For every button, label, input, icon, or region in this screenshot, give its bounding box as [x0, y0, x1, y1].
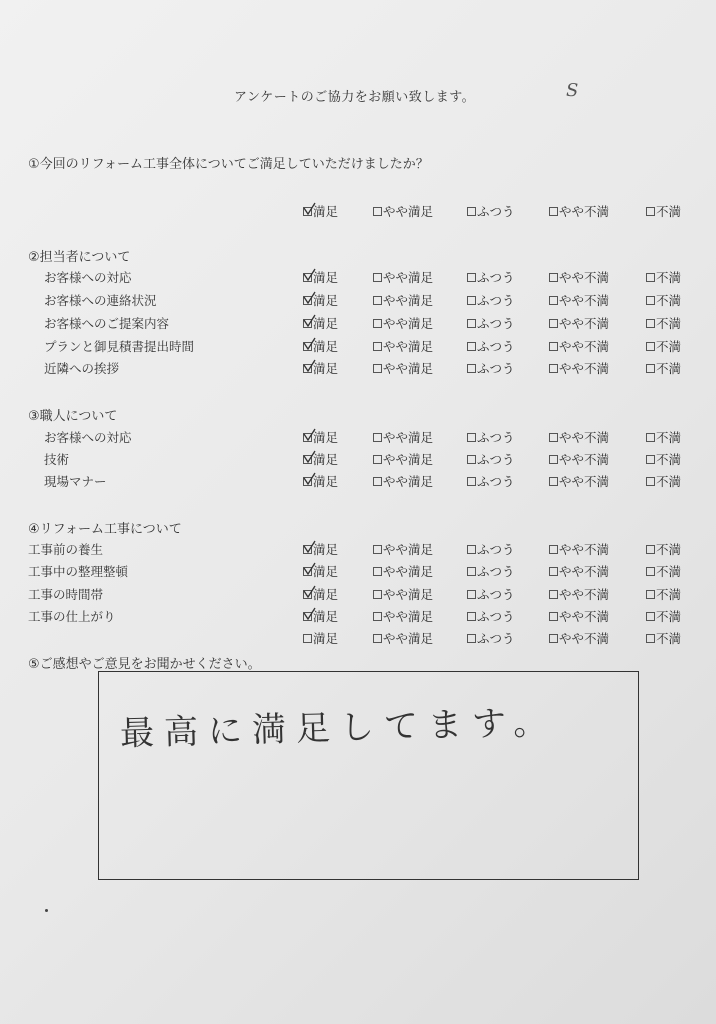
option-label: やや不満 [559, 587, 610, 602]
option-label: やや満足 [383, 293, 434, 308]
rating-option[interactable] [549, 472, 609, 490]
checkbox[interactable] [373, 433, 382, 442]
checkbox[interactable] [303, 273, 312, 282]
rating-option[interactable] [467, 428, 515, 446]
checkbox[interactable] [467, 634, 476, 643]
option-label: やや不満 [559, 631, 610, 646]
checkbox[interactable] [549, 296, 558, 305]
rating-option[interactable] [646, 562, 681, 580]
checkmark-icon [303, 429, 317, 443]
rating-option[interactable] [549, 202, 609, 220]
checkbox[interactable] [373, 590, 382, 599]
checkbox[interactable] [373, 567, 382, 576]
rating-option[interactable] [373, 540, 433, 558]
row-label: お客様への連絡状況 [44, 293, 157, 308]
option-label: 不満 [656, 339, 682, 354]
checkbox[interactable] [303, 567, 312, 576]
rating-option[interactable] [646, 585, 681, 603]
option-label: ふつう [477, 293, 515, 308]
checkbox[interactable] [646, 545, 655, 554]
checkbox[interactable] [646, 590, 655, 599]
pen-dot [45, 909, 48, 912]
option-label: やや満足 [383, 542, 434, 557]
rating-option[interactable] [303, 314, 338, 332]
option-label: 不満 [656, 270, 682, 285]
checkbox[interactable] [303, 433, 312, 442]
checkbox[interactable] [373, 296, 382, 305]
row-label: 工事の時間帯 [28, 587, 104, 602]
option-label: 満足 [313, 270, 339, 285]
option-label: ふつう [477, 587, 515, 602]
rating-row [0, 337, 716, 357]
rating-row [0, 202, 716, 222]
option-label: やや満足 [383, 270, 434, 285]
option-label: ふつう [477, 339, 515, 354]
checkbox[interactable] [549, 477, 558, 486]
handwritten-comment: 最高に満足してます。 [119, 702, 558, 754]
rating-option[interactable] [467, 540, 515, 558]
rating-option[interactable] [549, 629, 609, 647]
rating-row [0, 629, 716, 649]
checkbox[interactable] [549, 342, 558, 351]
checkbox[interactable] [467, 207, 476, 216]
option-label: やや満足 [383, 430, 434, 445]
rating-option[interactable] [549, 450, 609, 468]
checkbox[interactable] [549, 545, 558, 554]
rating-option[interactable] [373, 450, 433, 468]
corner-mark: S [566, 80, 579, 101]
checkmark-icon [303, 541, 317, 555]
checkbox[interactable] [303, 319, 312, 328]
checkbox[interactable] [549, 207, 558, 216]
option-label: やや満足 [383, 609, 434, 624]
rating-option[interactable] [646, 607, 681, 625]
rating-option[interactable] [303, 585, 338, 603]
checkbox[interactable] [373, 545, 382, 554]
checkbox[interactable] [549, 364, 558, 373]
checkbox[interactable] [646, 296, 655, 305]
option-label: 満足 [313, 609, 339, 624]
option-label: 満足 [313, 542, 339, 557]
checkbox[interactable] [303, 296, 312, 305]
rating-option[interactable] [467, 268, 515, 286]
option-label: やや不満 [559, 293, 610, 308]
rating-option[interactable] [467, 291, 515, 309]
rating-option[interactable] [646, 337, 681, 355]
option-label: ふつう [477, 316, 515, 331]
row-label: お客様へのご提案内容 [44, 316, 170, 331]
rating-option[interactable] [549, 540, 609, 558]
option-label: やや満足 [383, 316, 434, 331]
rating-option[interactable] [303, 359, 338, 377]
rating-option[interactable] [467, 337, 515, 355]
checkmark-icon [303, 473, 317, 487]
rating-option[interactable] [373, 359, 433, 377]
rating-option[interactable] [467, 629, 515, 647]
row-label: お客様への対応 [44, 270, 132, 285]
rating-option[interactable] [373, 428, 433, 446]
checkbox[interactable] [467, 273, 476, 282]
option-label: 満足 [313, 316, 339, 331]
checkbox[interactable] [646, 567, 655, 576]
option-label: やや満足 [383, 587, 434, 602]
option-label: 満足 [313, 430, 339, 445]
rating-option[interactable] [646, 291, 681, 309]
rating-option[interactable] [549, 337, 609, 355]
option-label: やや満足 [383, 564, 434, 579]
checkbox[interactable] [646, 364, 655, 373]
q1-heading: ①今回のリフォーム工事全体についてご満足していただけましたか？ [28, 157, 429, 172]
rating-option[interactable] [467, 359, 515, 377]
survey-title: アンケートのご協力をお願い致します。 [234, 90, 476, 105]
checkmark-icon [303, 586, 317, 600]
rating-option[interactable] [373, 585, 433, 603]
checkbox[interactable] [467, 433, 476, 442]
option-label: やや不満 [559, 430, 610, 445]
checkmark-icon [303, 315, 317, 329]
rating-option[interactable] [303, 629, 338, 647]
checkbox[interactable] [646, 433, 655, 442]
rating-option[interactable] [646, 450, 681, 468]
rating-option[interactable] [646, 629, 681, 647]
checkmark-icon [303, 360, 317, 374]
option-label: 不満 [656, 452, 682, 467]
rating-option[interactable] [467, 607, 515, 625]
rating-option[interactable] [373, 472, 433, 490]
option-label: やや満足 [383, 361, 434, 376]
option-label: ふつう [477, 609, 515, 624]
option-label: やや不満 [559, 542, 610, 557]
rating-option[interactable] [549, 607, 609, 625]
rating-option[interactable] [646, 268, 681, 286]
option-label: 不満 [656, 474, 682, 489]
option-label: 不満 [656, 204, 682, 219]
checkbox[interactable] [646, 455, 655, 464]
checkbox[interactable] [549, 567, 558, 576]
q3-heading: ③職人について [28, 409, 118, 424]
checkbox[interactable] [646, 207, 655, 216]
checkbox[interactable] [467, 477, 476, 486]
rating-option[interactable] [373, 202, 433, 220]
checkbox[interactable] [467, 319, 476, 328]
rating-option[interactable] [303, 428, 338, 446]
checkbox[interactable] [373, 207, 382, 216]
checkbox[interactable] [646, 634, 655, 643]
checkbox[interactable] [549, 455, 558, 464]
checkbox[interactable] [646, 612, 655, 621]
checkbox[interactable] [467, 364, 476, 373]
rating-option[interactable] [303, 607, 338, 625]
checkbox[interactable] [303, 207, 312, 216]
checkbox[interactable] [373, 273, 382, 282]
checkbox[interactable] [646, 342, 655, 351]
checkbox[interactable] [303, 590, 312, 599]
rating-option[interactable] [373, 314, 433, 332]
q4-heading: ④リフォーム工事について [28, 522, 182, 537]
rating-option[interactable] [549, 268, 609, 286]
rating-row [0, 540, 716, 560]
checkbox[interactable] [646, 319, 655, 328]
checkmark-icon [303, 203, 317, 217]
row-label: 工事前の養生 [28, 542, 104, 557]
option-label: 不満 [656, 316, 682, 331]
rating-row [0, 607, 716, 627]
option-label: 不満 [656, 587, 682, 602]
option-label: やや不満 [559, 452, 610, 467]
checkmark-icon [303, 269, 317, 283]
checkbox[interactable] [467, 455, 476, 464]
q2-heading: ②担当者について [28, 250, 131, 265]
rating-option[interactable] [549, 428, 609, 446]
checkbox[interactable] [646, 273, 655, 282]
option-label: やや不満 [559, 564, 610, 579]
rating-option[interactable] [303, 202, 338, 220]
checkbox[interactable] [373, 477, 382, 486]
option-label: やや不満 [559, 204, 610, 219]
row-label: プランと御見積書提出時間 [44, 339, 195, 354]
checkbox[interactable] [303, 342, 312, 351]
option-label: 不満 [656, 361, 682, 376]
rating-option[interactable] [549, 314, 609, 332]
checkbox[interactable] [467, 545, 476, 554]
rating-option[interactable] [646, 202, 681, 220]
checkmark-icon [303, 563, 317, 577]
checkbox[interactable] [303, 477, 312, 486]
option-label: やや不満 [559, 361, 610, 376]
checkbox[interactable] [373, 634, 382, 643]
checkbox[interactable] [373, 364, 382, 373]
option-label: 満足 [313, 293, 339, 308]
checkbox[interactable] [549, 612, 558, 621]
option-label: 不満 [656, 430, 682, 445]
checkbox[interactable] [303, 634, 312, 643]
rating-option[interactable] [646, 540, 681, 558]
option-label: やや不満 [559, 474, 610, 489]
q5-heading: ⑤ご感想やご意見をお聞かせください。 [28, 657, 261, 672]
option-label: 不満 [656, 564, 682, 579]
rating-row [0, 314, 716, 334]
rating-option[interactable] [549, 585, 609, 603]
checkbox[interactable] [549, 433, 558, 442]
rating-row [0, 359, 716, 379]
rating-option[interactable] [549, 359, 609, 377]
checkbox[interactable] [373, 612, 382, 621]
checkmark-icon [303, 608, 317, 622]
option-label: やや不満 [559, 339, 610, 354]
checkbox[interactable] [467, 567, 476, 576]
option-label: 満足 [313, 587, 339, 602]
rating-option[interactable] [303, 540, 338, 558]
rating-option[interactable] [549, 291, 609, 309]
rating-row [0, 585, 716, 605]
option-label: やや満足 [383, 204, 434, 219]
rating-option[interactable] [303, 562, 338, 580]
option-label: 満足 [313, 339, 339, 354]
rating-row [0, 450, 716, 470]
rating-option[interactable] [549, 562, 609, 580]
option-label: ふつう [477, 361, 515, 376]
rating-option[interactable] [467, 472, 515, 490]
checkbox[interactable] [373, 455, 382, 464]
rating-option[interactable] [303, 450, 338, 468]
option-label: やや不満 [559, 270, 610, 285]
rating-option[interactable] [373, 337, 433, 355]
checkbox[interactable] [303, 364, 312, 373]
option-label: やや満足 [383, 339, 434, 354]
row-label: 工事中の整理整頓 [28, 564, 129, 579]
rating-option[interactable] [373, 268, 433, 286]
rating-option[interactable] [467, 450, 515, 468]
rating-row [0, 428, 716, 448]
checkbox[interactable] [373, 319, 382, 328]
checkbox[interactable] [549, 590, 558, 599]
rating-row [0, 562, 716, 582]
checkmark-icon [303, 451, 317, 465]
row-label: 工事の仕上がり [28, 609, 116, 624]
rating-option[interactable] [646, 314, 681, 332]
checkmark-icon [303, 338, 317, 352]
rating-option[interactable] [373, 291, 433, 309]
rating-row [0, 268, 716, 288]
option-label: やや満足 [383, 631, 434, 646]
option-label: 不満 [656, 609, 682, 624]
option-label: ふつう [477, 452, 515, 467]
rating-option[interactable] [373, 629, 433, 647]
row-label: 現場マナー [44, 474, 107, 489]
rating-option[interactable] [303, 268, 338, 286]
option-label: ふつう [477, 631, 515, 646]
checkmark-icon [303, 292, 317, 306]
rating-option[interactable] [303, 472, 338, 490]
option-label: やや不満 [559, 609, 610, 624]
checkbox[interactable] [467, 296, 476, 305]
option-label: 満足 [313, 361, 339, 376]
option-label: 満足 [313, 564, 339, 579]
option-label: やや満足 [383, 474, 434, 489]
rating-row [0, 291, 716, 311]
row-label: 技術 [44, 452, 70, 467]
option-label: 満足 [313, 204, 339, 219]
option-label: ふつう [477, 204, 515, 219]
option-label: ふつう [477, 430, 515, 445]
checkbox[interactable] [467, 590, 476, 599]
rating-option[interactable] [373, 607, 433, 625]
checkbox[interactable] [549, 634, 558, 643]
row-label: 近隣への挨拶 [44, 361, 120, 376]
checkbox[interactable] [303, 455, 312, 464]
option-label: 不満 [656, 631, 682, 646]
option-label: 満足 [313, 631, 339, 646]
option-label: 満足 [313, 452, 339, 467]
rating-option[interactable] [646, 472, 681, 490]
rating-option[interactable] [303, 337, 338, 355]
option-label: やや満足 [383, 452, 434, 467]
checkbox[interactable] [467, 612, 476, 621]
rating-row [0, 472, 716, 492]
rating-option[interactable] [467, 314, 515, 332]
option-label: ふつう [477, 542, 515, 557]
option-label: ふつう [477, 564, 515, 579]
option-label: ふつう [477, 270, 515, 285]
rating-option[interactable] [646, 359, 681, 377]
checkbox[interactable] [549, 319, 558, 328]
rating-option[interactable] [303, 291, 338, 309]
rating-option[interactable] [467, 562, 515, 580]
option-label: 不満 [656, 293, 682, 308]
option-label: ふつう [477, 474, 515, 489]
checkbox[interactable] [303, 612, 312, 621]
checkbox[interactable] [303, 545, 312, 554]
row-label: お客様への対応 [44, 430, 132, 445]
checkbox[interactable] [373, 342, 382, 351]
checkbox[interactable] [467, 342, 476, 351]
option-label: やや不満 [559, 316, 610, 331]
option-label: 不満 [656, 542, 682, 557]
option-label: 満足 [313, 474, 339, 489]
checkbox[interactable] [549, 273, 558, 282]
rating-option[interactable] [467, 585, 515, 603]
rating-option[interactable] [646, 428, 681, 446]
checkbox[interactable] [646, 477, 655, 486]
rating-option[interactable] [467, 202, 515, 220]
rating-option[interactable] [373, 562, 433, 580]
